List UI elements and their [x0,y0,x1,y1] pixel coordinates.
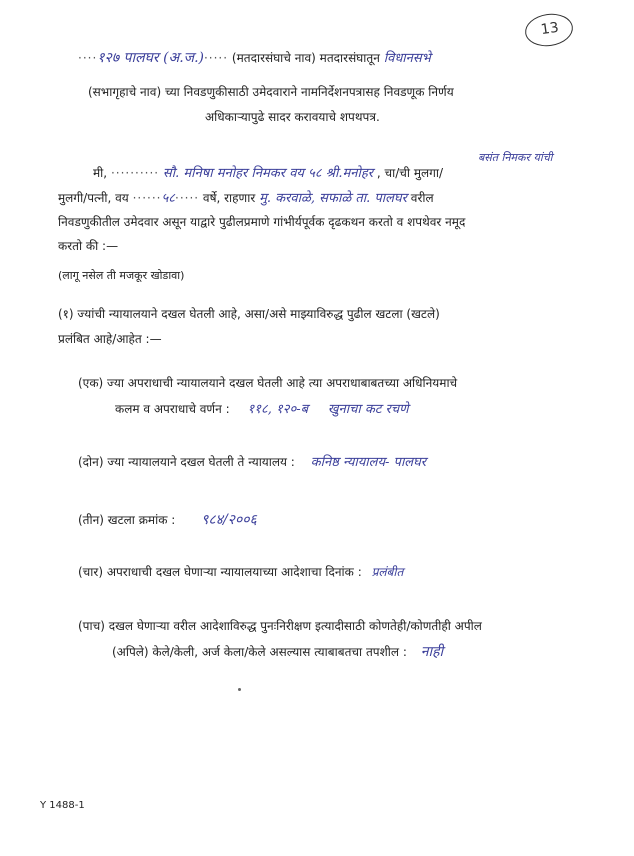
line2-mid: वर्षे, राहणार [202,191,256,205]
header-line-2: (सभागृहाचे नाव) च्या निवडणुकीसाठी उमेदवाराने नामनिर्देशनपत्रासह निवडणूक निर्णय [88,85,454,99]
dots: ······ [132,191,162,205]
item-a-value-handwritten: ११८, १२०-ब [247,402,309,417]
item-a-label: (एक) ज्या अपराधाची न्यायालयाने दखल घेतली आहे त्या अपराधाबाबतच्या अधिनियमाचे [78,376,458,390]
page-number: 13 [539,19,560,39]
dots: ····· [203,51,229,65]
item-d-value-handwritten: प्रलंबीत [371,565,404,579]
item-d-label: (चार) अपराधाची दखल घेणाऱ्या न्यायालयाच्या आदेशाचा दिनांक : [78,565,362,579]
dots: ·········· [110,166,160,180]
header-line-1-printed: (मतदारसंघाचे नाव) मतदारसंघातून [231,51,380,65]
item1-line-1: (१) ज्यांची न्यायालयाने दखल घेतली आहे, असा/असे माझ्याविरुद्ध पुढील खटला (खटले) [58,307,440,321]
item-c-label: (तीन) खटला क्रमांक : [78,513,176,527]
relation-suffix: , चा/ची मुलगा/ [376,166,444,180]
item-e-label-2: (अपिले) केले/केली, अर्ज केला/केले असल्यास त्याबाबतचा तपशील : [112,645,407,659]
item-b-label: (दोन) ज्या न्यायालयाने दखल घेतली ते न्यायालय : [78,455,295,469]
above-name-handwritten: बसंत निमकर यांची [478,151,553,164]
item-e-line-2 [112,642,443,661]
item-a-label-2-text: कलम व अपराधाचे वर्णन : [115,402,230,416]
declaration-prefix: मी, [93,166,108,180]
footer-code: Y 1488-1 [40,800,85,811]
item-b-value-handwritten: कनिष्ठ न्यायालय- पालघर [310,455,427,470]
item-c-value-handwritten: ९८४/२००६ [201,512,257,528]
item-e-label: (पाच) दखल घेणाऱ्या वरील आदेशाविरुद्ध पुनःनिरीक्षण इत्यादीसाठी कोणतेही/कोणतीही अपील [78,619,482,633]
line2-end: वरील [410,191,434,205]
stray-mark [238,688,241,691]
line2-start: मुलगी/पत्नी, वय [58,191,129,205]
item-a-label-2 [115,399,409,417]
declaration-line-3: निवडणुकीतील उमेदवार असून याद्वारे पुढीलप्रमाणे गांभीर्यपूर्वक दृढकथन करतो व शपथेवर नमूद [58,215,466,229]
dots: ···· [78,51,98,65]
declaration-line-1 [93,163,443,181]
election-handwritten: विधानसभे [383,51,431,66]
item-a-value2-handwritten: खुनाचा कट रचणे [327,402,409,417]
declaration-line-4: करतो की :— [58,239,119,253]
page-number-circle [523,11,575,49]
item-d [78,563,403,580]
name-handwritten: सौ. मनिषा मनोहर निमकर वय ५८ श्री.मनोहर [162,166,374,181]
item-e-value-handwritten: नाही [420,644,444,660]
declaration-line-2 [58,188,434,206]
age-handwritten: ५८ [161,191,175,206]
constituency-handwritten: १२७ पालघर (अ.ज.) [97,50,204,66]
item-b [78,452,426,470]
address-handwritten: मु. करवाळे, सफाळे ता. पालघर [259,191,407,206]
dots: ····· [175,191,200,205]
item1-line-2: प्रलंबित आहे/आहेत :— [58,332,162,346]
header-line-3: अधिकाऱ्यापुढे सादर करावयाचे शपथपत्र. [205,110,380,124]
item-c [78,510,257,529]
instruction-note: (लागू नसेल ती मजकूर खोडावा) [58,269,185,282]
header-line-1 [78,48,431,67]
